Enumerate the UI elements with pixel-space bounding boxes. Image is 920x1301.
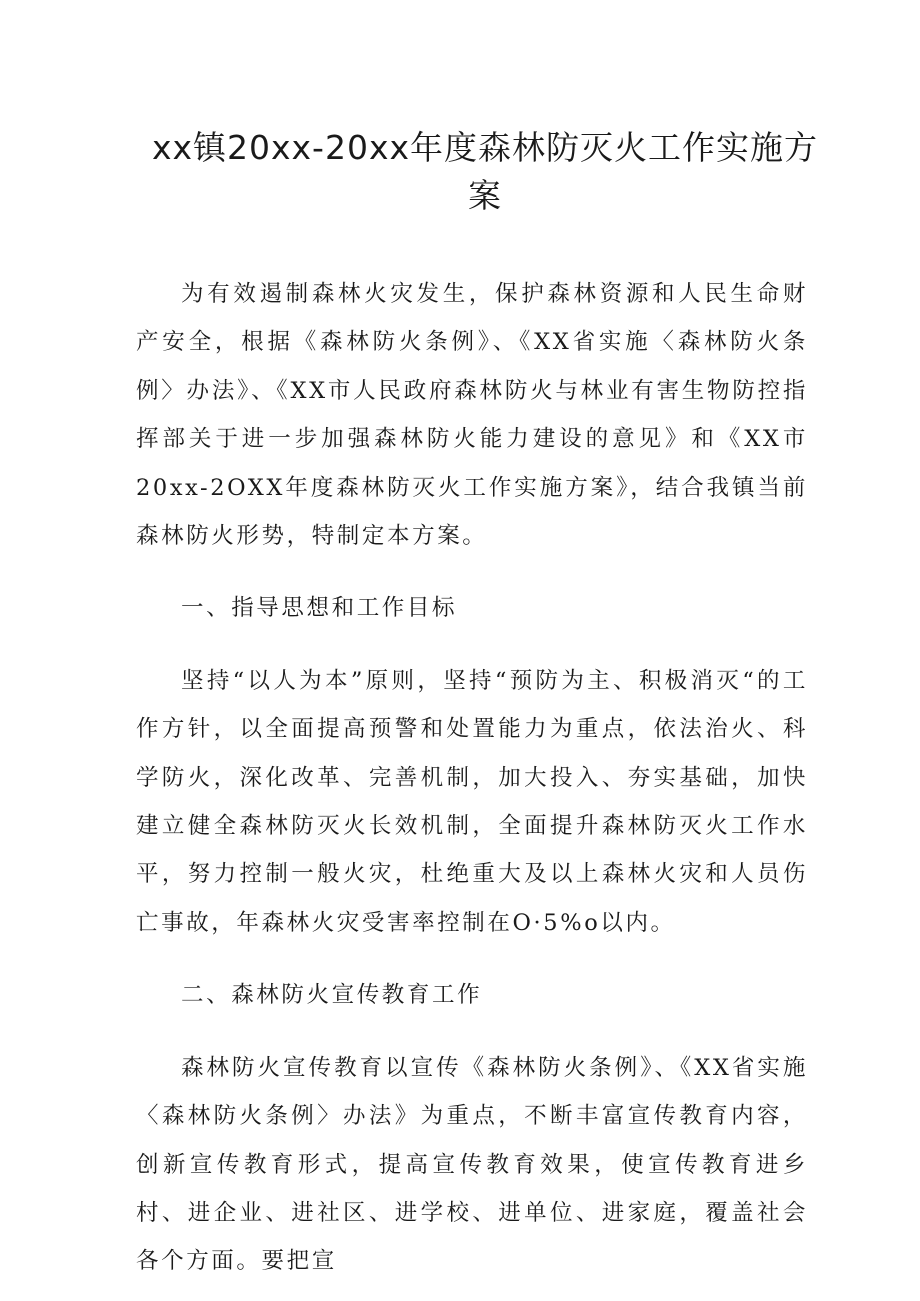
document-body [136, 270, 808, 1286]
section-heading-1: 一、指导思想和工作目标 [181, 595, 458, 622]
paragraph-guiding-ideology: 坚持“以人为本”原则，坚持“预防为主、积极消灭“的工作方针，以全面提高预警和处置能力为重点，依法治火、科学防火，深化改革、完善机制，加大投入、夯实基础，加快建立健全森林防灭火长效机制，全面提升森林防灭火工作水平，努力控制一般火灾，杜绝重大及以上森林火灾和人员伤亡事故，年森林火灾受害率控制在O·5%o以内。 [136, 667, 808, 936]
document-title: xx镇20xx-20xx年度森林防灭火工作实施方案 [151, 128, 819, 215]
paragraph-intro: 为有效遏制森林火灾发生，保护森林资源和人民生命财产安全，根据《森林防火条例》、《XX省实施〈森林防火条例〉办法》、《XX市人民政府森林防火与林业有害生物防控指挥部关于进一步加强森林防火能力建设的意见》和《XX市20xx-2OXX年度森林防灭火工作实施方案》，结合我镇当前森林防火形势，特制定本方案。 [136, 281, 808, 550]
section-heading-2: 二、森林防火宣传教育工作 [181, 982, 483, 1009]
paragraph-publicity-education: 森林防火宣传教育以宣传《森林防火条例》、《XX省实施〈森林防火条例〉办法》为重点，不断丰富宣传教育内容，创新宣传教育形式，提高宣传教育效果，使宣传教育进乡村、进企业、进社区、进学校、进单位、进家庭，覆盖社会各个方面。要把宣 [136, 1054, 808, 1275]
